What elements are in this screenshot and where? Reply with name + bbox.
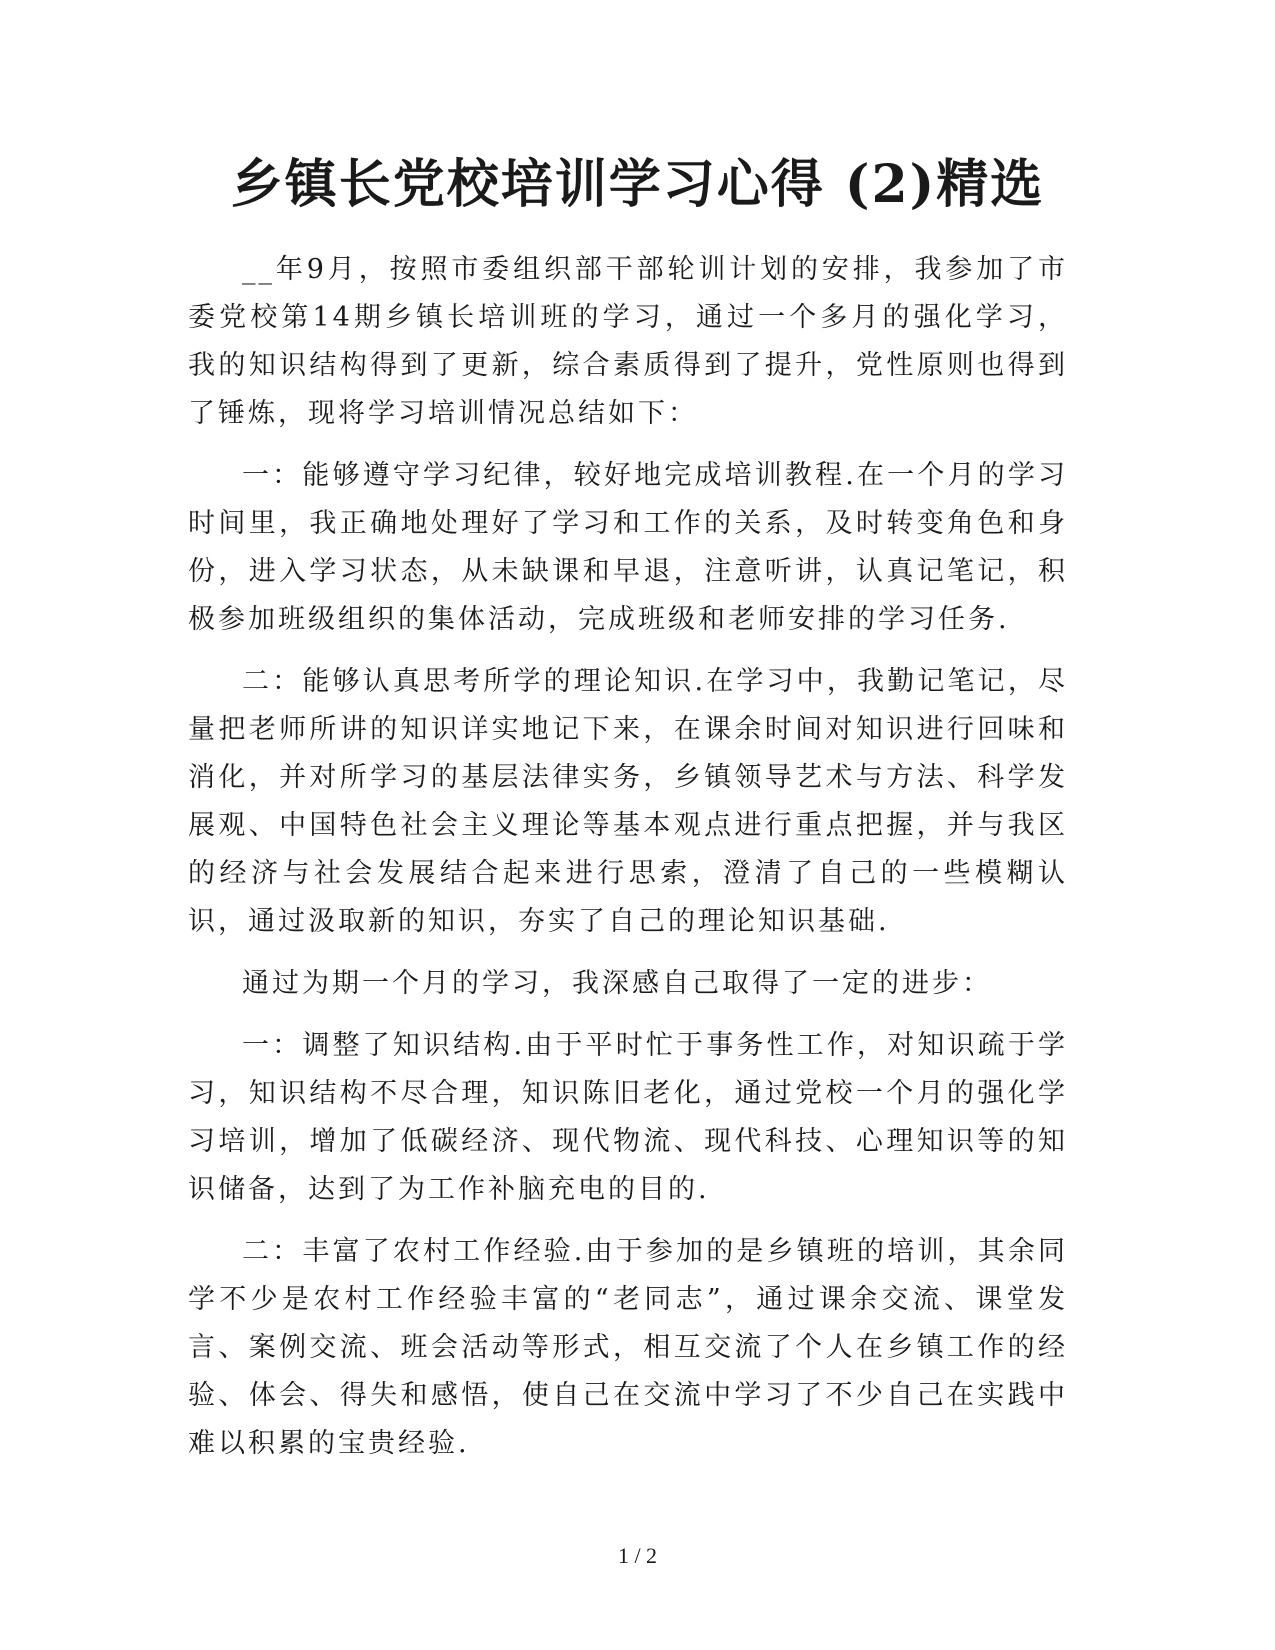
paragraph-discipline: 一：能够遵守学习纪律，较好地完成培训教程.在一个月的学习时间里，我正确地处理好了学习和工作的关系，及时转变角色和身份，进入学习状态，从未缺课和早退，注意听讲，认真记笔记，积极参加班级组织的集体活动，完成班级和老师安排的学习任务. <box>188 460 1068 635</box>
paragraph-knowledge-structure: 一：调整了知识结构.由于平时忙于事务性工作，对知识疏于学习，知识结构不尽合理，知识陈旧老化，通过党校一个月的强化学习培训，增加了低碳经济、现代物流、现代科技、心理知识等的知识储备，达到了为工作补脑充电的目的. <box>188 1030 1068 1205</box>
paragraph-progress-intro: 通过为期一个月的学习，我深感自己取得了一定的进步： <box>242 968 992 999</box>
paragraph-theory: 二：能够认真思考所学的理论知识.在学习中，我勤记笔记，尽量把老师所讲的知识详实地记下来，在课余时间对知识进行回味和消化，并对所学习的基层法律实务，乡镇领导艺术与方法、科学发展观、中国特色社会主义理论等基本观点进行重点把握，并与我区的经济与社会发展结合起来进行思索，澄清了自己的一些模糊认识，通过汲取新的知识，夯实了自己的理论知识基础. <box>188 666 1068 937</box>
document-title: 乡镇长党校培训学习心得 (2)精选 <box>230 154 1045 215</box>
page-number: 1 / 2 <box>617 1543 658 1568</box>
paragraph-rural-experience: 二：丰富了农村工作经验.由于参加的是乡镇班的培训，其余同学不少是农村工作经验丰富的“老同志”，通过课余交流、课堂发言、案例交流、班会活动等形式，相互交流了个人在乡镇工作的经验、体会、得失和感悟，使自己在交流中学习了不少自己在实践中难以积累的宝贵经验. <box>188 1236 1068 1459</box>
paragraph-intro: __年9月，按照市委组织部干部轮训计划的安排，我参加了市委党校第14期乡镇长培训班的学习，通过一个多月的强化学习，我的知识结构得到了更新，综合素质得到了提升，党性原则也得到了锤炼，现将学习培训情况总结如下： <box>188 254 1068 429</box>
document-body <box>188 246 1068 1482</box>
